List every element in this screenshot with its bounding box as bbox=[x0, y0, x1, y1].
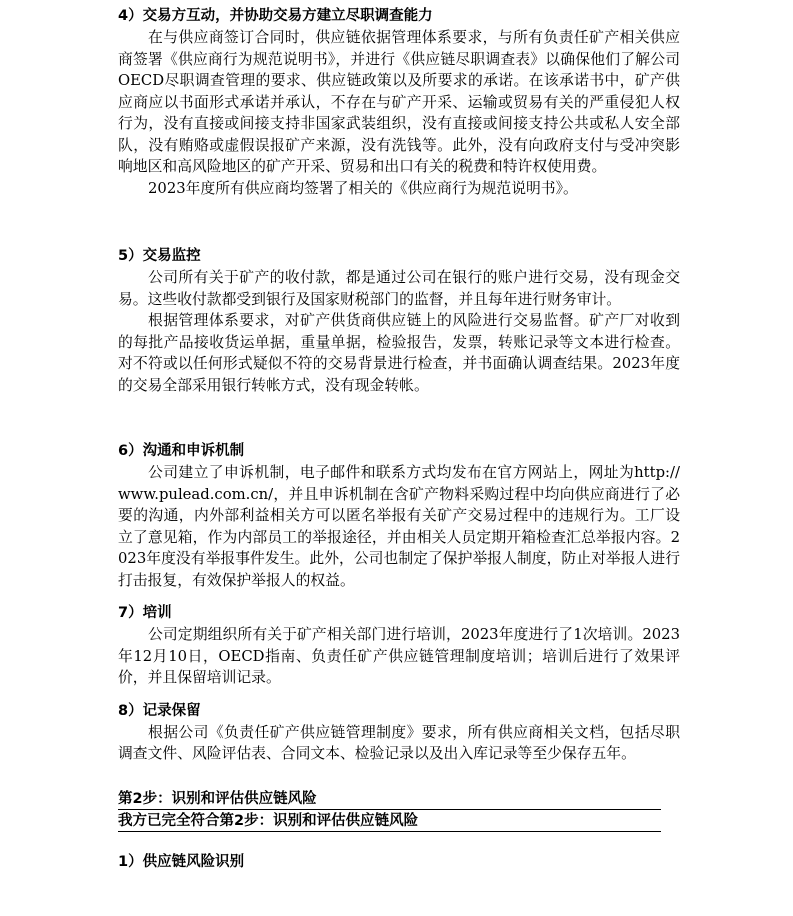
section-5-paragraph-2: 根据管理体系要求，对矿产供货商供应链上的风险进行交易监督。矿产厂对收到的每批产品接收货运单据，重量单据，检验报告，发票，转账记录等文本进行检查。对不符或以任何形式疑似不符的交易背景进行检查，并书面确认调查结果。2023年度的交易全部采用银行转帐方式，没有现金转帐。 bbox=[118, 312, 680, 394]
section-8-paragraph-1: 根据公司《负责任矿产供应链管理制度》要求，所有供应商相关文档，包括尽职调查文件、风险评估表、合同文本、检验记录以及出入库记录等至少保存五年。 bbox=[118, 723, 680, 762]
section-heading-8: 8）记录保留 bbox=[118, 702, 201, 719]
step-2-section-heading-1: 1）供应链风险识别 bbox=[118, 853, 245, 870]
document-page bbox=[118, 6, 680, 873]
section-4-paragraph-2: 2023年度所有供应商均签署了相关的《供应商行为规范说明书》。 bbox=[148, 179, 578, 197]
section-heading-7: 7）培训 bbox=[118, 605, 172, 621]
step-2-title: 第2步：识别和评估供应链风险 bbox=[118, 789, 661, 810]
section-heading-5: 5）交易监控 bbox=[118, 248, 201, 264]
section-heading-4: 4）交易方互动，并协助交易方建立尽职调查能力 bbox=[118, 8, 433, 24]
step-2-compliance-statement: 我方已完全符合第2步：识别和评估供应链风险 bbox=[118, 810, 661, 832]
section-7-paragraph-1: 公司定期组织所有关于矿产相关部门进行培训，2023年度进行了1次培训。2023年12月10日，OECD指南、负责任矿产供应链管理制度培训；培训后进行了效果评价，并且保留培训记录。 bbox=[118, 626, 680, 686]
section-heading-6: 6）沟通和申诉机制 bbox=[118, 443, 245, 459]
section-4-paragraph-1: 在与供应商签订合同时，供应链依据管理体系要求，与所有负责任矿产相关供应商签署《供应商行为规范说明书》，并进行《供应链尽职调查表》以确保他们了解公司OECD尽职调查管理的要求、供应链政策以及所要求的承诺。在该承诺书中，矿产供应商应以书面形式承诺并承认，不存在与矿产开采、运输或贸易有关的严重侵犯人权行为，没有直接或间接支持非国家武装组织，没有直接或间接支持公共或私人安全部队，没有贿赂或虚假误报矿产来源，没有洗钱等。此外，没有向政府支付与受冲突影响地区和高风险地区的矿产开采、贸易和出口有关的税费和特许权使用费。 bbox=[118, 29, 680, 175]
section-5-paragraph-1: 公司所有关于矿产的收付款，都是通过公司在银行的账户进行交易，没有现金交易。这些收付款都受到银行及国家财税部门的监督，并且每年进行财务审计。 bbox=[118, 269, 680, 308]
section-6-paragraph-1: 公司建立了申诉机制，电子邮件和联系方式均发布在官方网站上，网址为http://www.pulead.com.cn/，并且申诉机制在含矿产物料采购过程中均向供应商进行了必要的沟通，内外部利益相关方可以匿名举报有关矿产交易过程中的违规行为。工厂设立了意见箱，作为内部员工的举报途径，并由相关人员定期开箱检查汇总举报内容。2023年度没有举报事件发生。此外，公司也制定了保护举报人制度，防止对举报人进行打击报复，有效保护举报人的权益。 bbox=[118, 464, 680, 589]
